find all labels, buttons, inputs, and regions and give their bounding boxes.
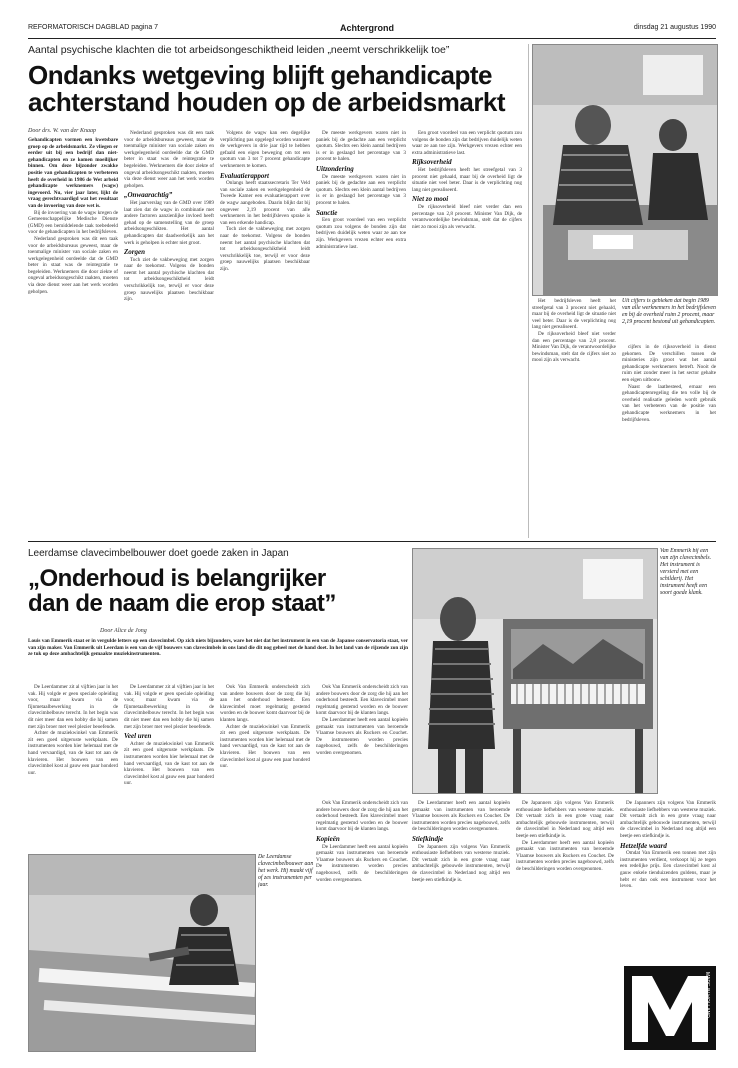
article1-column-4 xyxy=(316,130,406,537)
section-title: Achtergrond xyxy=(340,23,394,33)
article2-photo-harpsichord xyxy=(412,548,658,794)
masthead-rule xyxy=(28,38,716,39)
made-in-holland-text: MADE IN HOLLAND xyxy=(704,972,710,1018)
made-in-holland-logo-icon xyxy=(624,966,716,1050)
article-divider xyxy=(28,541,716,542)
article1-column-6 xyxy=(532,298,616,537)
article1-headline xyxy=(28,62,528,117)
article2-subhead: Veel uren xyxy=(124,732,152,741)
article1-paragraph: De meeste werkgevers waren niet in paniek bij de gedachte aan een verplicht quotum. Slechts een klein aantal bedrijven is er in geslaagd het percentage van 3 procent te halen. xyxy=(316,173,406,206)
article2-photo-craftsman xyxy=(28,854,256,1052)
column-separator xyxy=(528,44,529,538)
article1-paragraph: Nederland gesproken was dit een taak voor de arbeidsbureaus geweest, maar de toenmalige minister van sociale zaken en werkgelegenheid oordeelde dat de GMD beter in staat was de reintegratie te begeleiden. Werknemers die door ziekte of ongeval arbeidsongeschikt raakten, moeten via deze dienst weer aan het werk worden geholpen. xyxy=(124,130,214,189)
article2-subhead: Hetzelfde waard xyxy=(620,841,667,850)
article2-photo-caption-top: Van Emmerik bij een van zijn clavecimbels. Het instrument is versierd met een schilderij. Het instrument heeft een soort goede klank. xyxy=(660,548,712,596)
article2-column-3 xyxy=(220,684,310,850)
article1-subhead: Rijksoverheid xyxy=(412,158,452,167)
article1-column-5 xyxy=(412,130,522,537)
article1-paragraph: Een groot voordeel van een verplicht quotum zou volgens de bonden zijn dat bedrijven duidelijk weten waar ze aan toe zijn. Werkgevers vrezen echter een extra administratieve last. xyxy=(412,130,522,156)
article1-paragraph: De rijksoverheid bleef niet verder dan een percentage van 2,8 procent. Minister Van Dijk, de verantwoordelijke bewindsman, stelt dat de cijfers niet zo mooi zijn als verwacht. xyxy=(412,203,522,230)
article2-column-2 xyxy=(124,684,214,850)
article1-paragraph: Het bedrijfsleven heeft het streefgetal van 3 procent niet gehaald, maar bij de overheid ligt de situatie niet veel beter. Daar is de verplichting nog lang niet gerealiseerd. xyxy=(532,298,616,331)
article1-column-3 xyxy=(220,130,310,537)
article1-paragraph: Volgens de wagw kan een degelijke verplichting pas opgelegd worden wanneer de werkgevers in drie jaar tijd te hebben gefaald een eigen beweging om tot een quotum van 3 tot 7 procent gehandicapte werknemers te komen. xyxy=(220,130,310,169)
article1-paragraph: Onlangs heeft staatssecretaris Ter Veld van sociale zaken en werkgelegenheid de Tweede Kamer een evaluatierapport over de wagw aangeboden. Daarin blijkt dat bij ongeveer 2,19 procent van alle werknemers in het bedrijfsleven sprake is van een erkende handicap. xyxy=(220,180,310,226)
article2-paragraph: De Japanners zijn volgens Van Emmerik enthousiaste liefhebbers van westerse muziek. Dit vertaalt zich in een grote vraag naar ambachtelijk gebouwde instrumenten, terwijl de clavecimbel in Nederland nog altijd een beetje een stiefkindje is. xyxy=(620,800,716,839)
article2-column-8 xyxy=(620,800,716,960)
article1-photo-workers xyxy=(532,44,718,296)
article1-paragraph: Bij de invoering van de wagw kregen de Gemeenschappelijke Medische Dienste (GMD) een bemiddelende taak toebedeeld voor de gehandicapten in het bedrijfsleven. xyxy=(28,209,118,236)
article1-kicker: Aantal psychische klachten die tot arbeidsongeschiktheid leiden „neemt verschrikkelijk toe” xyxy=(28,44,450,56)
harpsichord-photo-icon xyxy=(413,549,657,793)
article2-headline xyxy=(28,566,408,616)
article1-headline-line1: Ondanks wetgeving blijft gehandicapte xyxy=(28,60,493,90)
article2-lead-block xyxy=(28,638,408,682)
article2-paragraph: De Leerdammer zit al vijftien jaar in het vak. Hij volgde er geen speciale opleiding voor, maar kwam via de fijnmetaalbewerking in de clavecimbelbouw terecht. In het begin was dit niet meer dan een hobby die hij samen met zijn broer met veel plezier beoefende. xyxy=(124,684,214,730)
article2-subhead: Stiefkindje xyxy=(412,834,444,843)
article2-paragraph: De Japanners zijn volgens Van Emmerik enthousiaste liefhebbers van westerse muziek. Dit vertaalt zich in een grote vraag naar ambachtelijk gebouwde instrumenten, terwijl de clavecimbel in Nederland nog altijd een beetje een stiefkindje is. xyxy=(412,843,510,883)
article2-headline-line1: „Onderhoud is belangrijker xyxy=(28,565,326,592)
article1-subhead: Zorgen xyxy=(124,248,145,257)
article1-paragraph: De rijksoverheid bleef niet verder dan een percentage van 2,8 procent. Minister Van Dijk, de verantwoordelijke bewindsman, stelt dat de cijfers niet zo mooi zijn als verwacht. xyxy=(532,330,616,364)
article1-column-7 xyxy=(622,344,716,537)
article2-headline-line2: dan de naam die erop staat” xyxy=(28,590,336,618)
article1-subhead: „Onwaarachtig” xyxy=(124,191,173,200)
article2-column-6 xyxy=(412,800,510,1050)
article2-paragraph: Achter de muziekwinkel van Emmerik zit een goed uitgeruste werkplaats. De instrumenten worden hier helemaal met de hand vervaardigd, van de kast tot aan de klavieren. Het bouwen van een clavecimbel kost al gauw een paar honderd uur. xyxy=(220,723,310,770)
article2-kicker: Leerdamse clavecimbelbouwer doet goede zaken in Japan xyxy=(28,548,289,559)
article1-paragraph: Naast de laatbesteed, ernaar een gehandicaptenregeling die ten volle bij de overheid realisatie geleden wordt gebruik van het verbeteren van de positie van gehandicapte werknemers in het bedrijfsleven. xyxy=(622,383,716,423)
article1-paragraph: cijfers in de rijksoverheid in dienst gekomen. De verschillen tussen de ministeries zijn groot wat het aantal gehandicapte werknemers betreft. Nooit de ruim niet zonder meer in het sector gehalte een eigen uitbouw. xyxy=(622,344,716,383)
article2-byline: Door Alice de Jong xyxy=(100,628,147,634)
article2-column-1 xyxy=(28,684,118,850)
article2-paragraph: Achter de muziekwinkel van Emmerik zit een goed uitgeruste werkplaats. De instrumenten worden hier helemaal met de hand vervaardigd, van de kast tot aan de klavieren. Het bouwen van een clavecimbel kost al gauw een paar honderd uur. xyxy=(28,730,118,776)
article2-paragraph: Achter de muziekwinkel van Emmerik zit een goed uitgeruste werkplaats. De instrumenten worden hier helemaal met de hand vervaardigd, van de kast tot aan de klavieren. Het bouwen van een clavecimbel kost al gauw een paar honderd uur. xyxy=(124,740,214,787)
article1-subhead: Evaluatierapport xyxy=(220,171,270,180)
issue-date: dinsdag 21 augustus 1990 xyxy=(633,24,716,31)
article2-paragraph: Ook Van Emmerik onderscheidt zich van andere bouwers door de zorg die hij aan het onderhoud besteedt. Een klavecimbel moet regelmatig gestemd worden en de bouwer komt daarvoor bij de klanten langs. xyxy=(220,684,310,723)
article2-paragraph: Ook Van Emmerik onderscheidt zich van andere bouwers door de zorg die hij aan het onderhoud besteedt. Een klavecimbel moet regelmatig gestemd worden en de bouwer komt daarvoor bij de klanten langs. xyxy=(316,684,408,717)
article2-column-5 xyxy=(316,800,408,1050)
newspaper-page-label: REFORMATORISCH DAGBLAD pagina 7 xyxy=(28,24,159,31)
article2-paragraph: De Leerdammer zit al vijftien jaar in het vak. Hij volgde er geen speciale opleiding voor, maar kwam via de fijnmetaalbewerking in de clavecimbelbouw terecht. In het begin was dit niet meer dan een hobby die hij samen met zijn broer met veel plezier beoefende. xyxy=(28,684,118,730)
article2-paragraph: De Leerdammer heeft een aantal kopieën gemaakt van instrumenten van beroemde Vlaamse bouwers als Ruckers en Couchet. De instrumenten worden precies nagebouwd, zelfs de beschilderingen worden overgenomen. xyxy=(516,839,614,872)
article1-byline: Door drs. W. van der Knaap xyxy=(28,128,96,134)
made-in-holland-logo xyxy=(624,966,716,1050)
article1-subhead: Sanctie xyxy=(316,208,338,217)
article1-photo-caption: Uit cijfers is gebleken dat begin 1989 van alle werknemers in het bedrijfsleven en bij de overheid ruim 2 procent, maar 2,19 procent bestond uit gehandicapten. xyxy=(622,298,716,325)
article1-paragraph: Het jaarverslag van de GMD over 1989 laat zien dat de wagw in combinatie met andere factoren aanzienlijke invloed heeft gehad op de samenstelling van de groep arbeidsongeschikten. Het aantal gehandicapten dat daadwerkelijk aan het werk is geholpen is echter niet groot. xyxy=(124,199,214,246)
article2-paragraph: Ook Van Emmerik onderscheidt zich van andere bouwers door de zorg die hij aan het onderhoud besteedt. Een klavecimbel moet regelmatig gestemd worden en de bouwer komt daarvoor bij de klanten langs. xyxy=(316,800,408,833)
article1-column-1 xyxy=(28,137,118,537)
article2-paragraph: Omdat Van Emmerik een tonnen met zijn instrumenten verdient, verkoopt hij ze tegen een redelijke prijs. Een clavecimbel kost al gauw enkele tienduizenden guldens, maar je hebt er dan ook een instrument voor het leven. xyxy=(620,850,716,890)
article2-column-7 xyxy=(516,800,614,1050)
craftsman-photo-icon xyxy=(29,855,255,1051)
article1-headline-line2: achterstand houden op de arbeidsmarkt xyxy=(28,87,506,118)
article2-lead: Louis van Emmerik staat er in vergulde letters op een clavecimbel. Op zich niets bijzonders, ware het niet dat het instrument in een van de Japanse conservatoria staat, ver van zijn maker. Van Emmerik uit Leerdam is een van de vijf bouwers van clavecimbels in ons land die dit nog geheel met de hand doet. In het land van de rijzende zon zijn ze tuk op deze ambachtelijk gemaakte muziekinstrumenten. xyxy=(28,638,408,658)
masthead xyxy=(28,24,716,36)
article1-paragraph: Nederland gesproken was dit een taak voor de arbeidsbureaus geweest, maar de toenmalige minister van sociale zaken en werkgelegenheid oordeelde dat de GMD beter in staat was de reintegratie te begeleiden. Werknemers die door ziekte of ongeval arbeidsongeschikt raakten, moeten via deze dienst weer aan het werk worden geholpen. xyxy=(28,235,118,295)
article2-paragraph: De Leerdammer heeft een aantal kopieën gemaakt van instrumenten van beroemde Vlaamse bouwers als Ruckers en Couchet. De instrumenten worden precies nagebouwd, zelfs de beschilderingen worden overgenomen. xyxy=(316,716,408,756)
article1-paragraph: Het bedrijfsleven heeft het streefgetal van 3 procent niet gehaald, maar bij de overheid ligt de situatie niet veel beter. Daar is de verplichting nog lang niet gerealiseerd. xyxy=(412,166,522,193)
article1-subhead: Uitzondering xyxy=(316,164,354,173)
article1-paragraph: Toch ziet de vakbeweging met zorgen naar de toekomst. Volgens de bonden neemt het aantal psychische klachten dat tot arbeidsongeschiktheid leidt verschrikkelijk toe, terwijl er voor deze groep nauwelijks plaatsen beschikbaar zijn. xyxy=(220,226,310,272)
article2-photo-caption-mid: De Leerdamse clavecimbelbouwer aan het werk. Hij maakt vijf of zes instrumenten per jaar. xyxy=(258,854,314,888)
article1-lead: Gehandicapten vormen een kwetsbare groep op de arbeidsmarkt. Ze vliegen er eerder uit bij een bedrijf dan niet-gehandicapten en ze komen moeilijker binnen. Om deze bijzonder zwakke positie van gehandicapten te verbeteren heeft de overheid in 1986 de Wet arbeid gehandicapte werknemers (wagw) ingevoerd. Nu, vier jaar later, lijkt de vraag gerechtvaardigd wat het resultaat van de invoering van deze wet is. xyxy=(28,137,118,209)
article1-paragraph: Een groot voordeel van een verplicht quotum zou volgens de bonden zijn dat bedrijven duidelijk weten waar ze aan toe zijn. Werkgevers vrezen echter een extra administratieve last. xyxy=(316,217,406,250)
article1-paragraph: Toch ziet de vakbeweging met zorgen naar de toekomst. Volgens de bonden neemt het aantal psychische klachten dat tot arbeidsongeschiktheid leidt verschrikkelijk toe, terwijl er voor deze groep nauwelijks plaatsen beschikbaar zijn. xyxy=(124,256,214,303)
article2-paragraph: De Japanners zijn volgens Van Emmerik enthousiaste liefhebbers van westerse muziek. Dit vertaalt zich in een grote vraag naar ambachtelijk gebouwde instrumenten, terwijl de clavecimbel in Nederland nog altijd een beetje een stiefkindje is. xyxy=(516,800,614,839)
article1-paragraph: De meeste werkgevers waren niet in paniek bij de gedachte aan een verplicht quotum. Slechts een klein aantal bedrijven is er in geslaagd het percentage van 3 procent te halen. xyxy=(316,130,406,163)
article2-subhead: Kopieën xyxy=(316,834,340,843)
article1-subhead: Niet zo mooi xyxy=(412,195,449,204)
article2-paragraph: De Leerdammer heeft een aantal kopieën gemaakt van instrumenten van beroemde Vlaamse bouwers als Ruckers en Couchet. De instrumenten worden precies nagebouwd, zelfs de beschilderingen worden overgenomen. xyxy=(316,843,408,883)
article1-column-2 xyxy=(124,130,214,537)
workshop-photo-icon xyxy=(533,45,717,295)
article2-paragraph: De Leerdammer heeft een aantal kopieën gemaakt van instrumenten van beroemde Vlaamse bouwers als Ruckers en Couchet. De instrumenten worden precies nagebouwd, zelfs de beschilderingen worden overgenomen. xyxy=(412,800,510,833)
